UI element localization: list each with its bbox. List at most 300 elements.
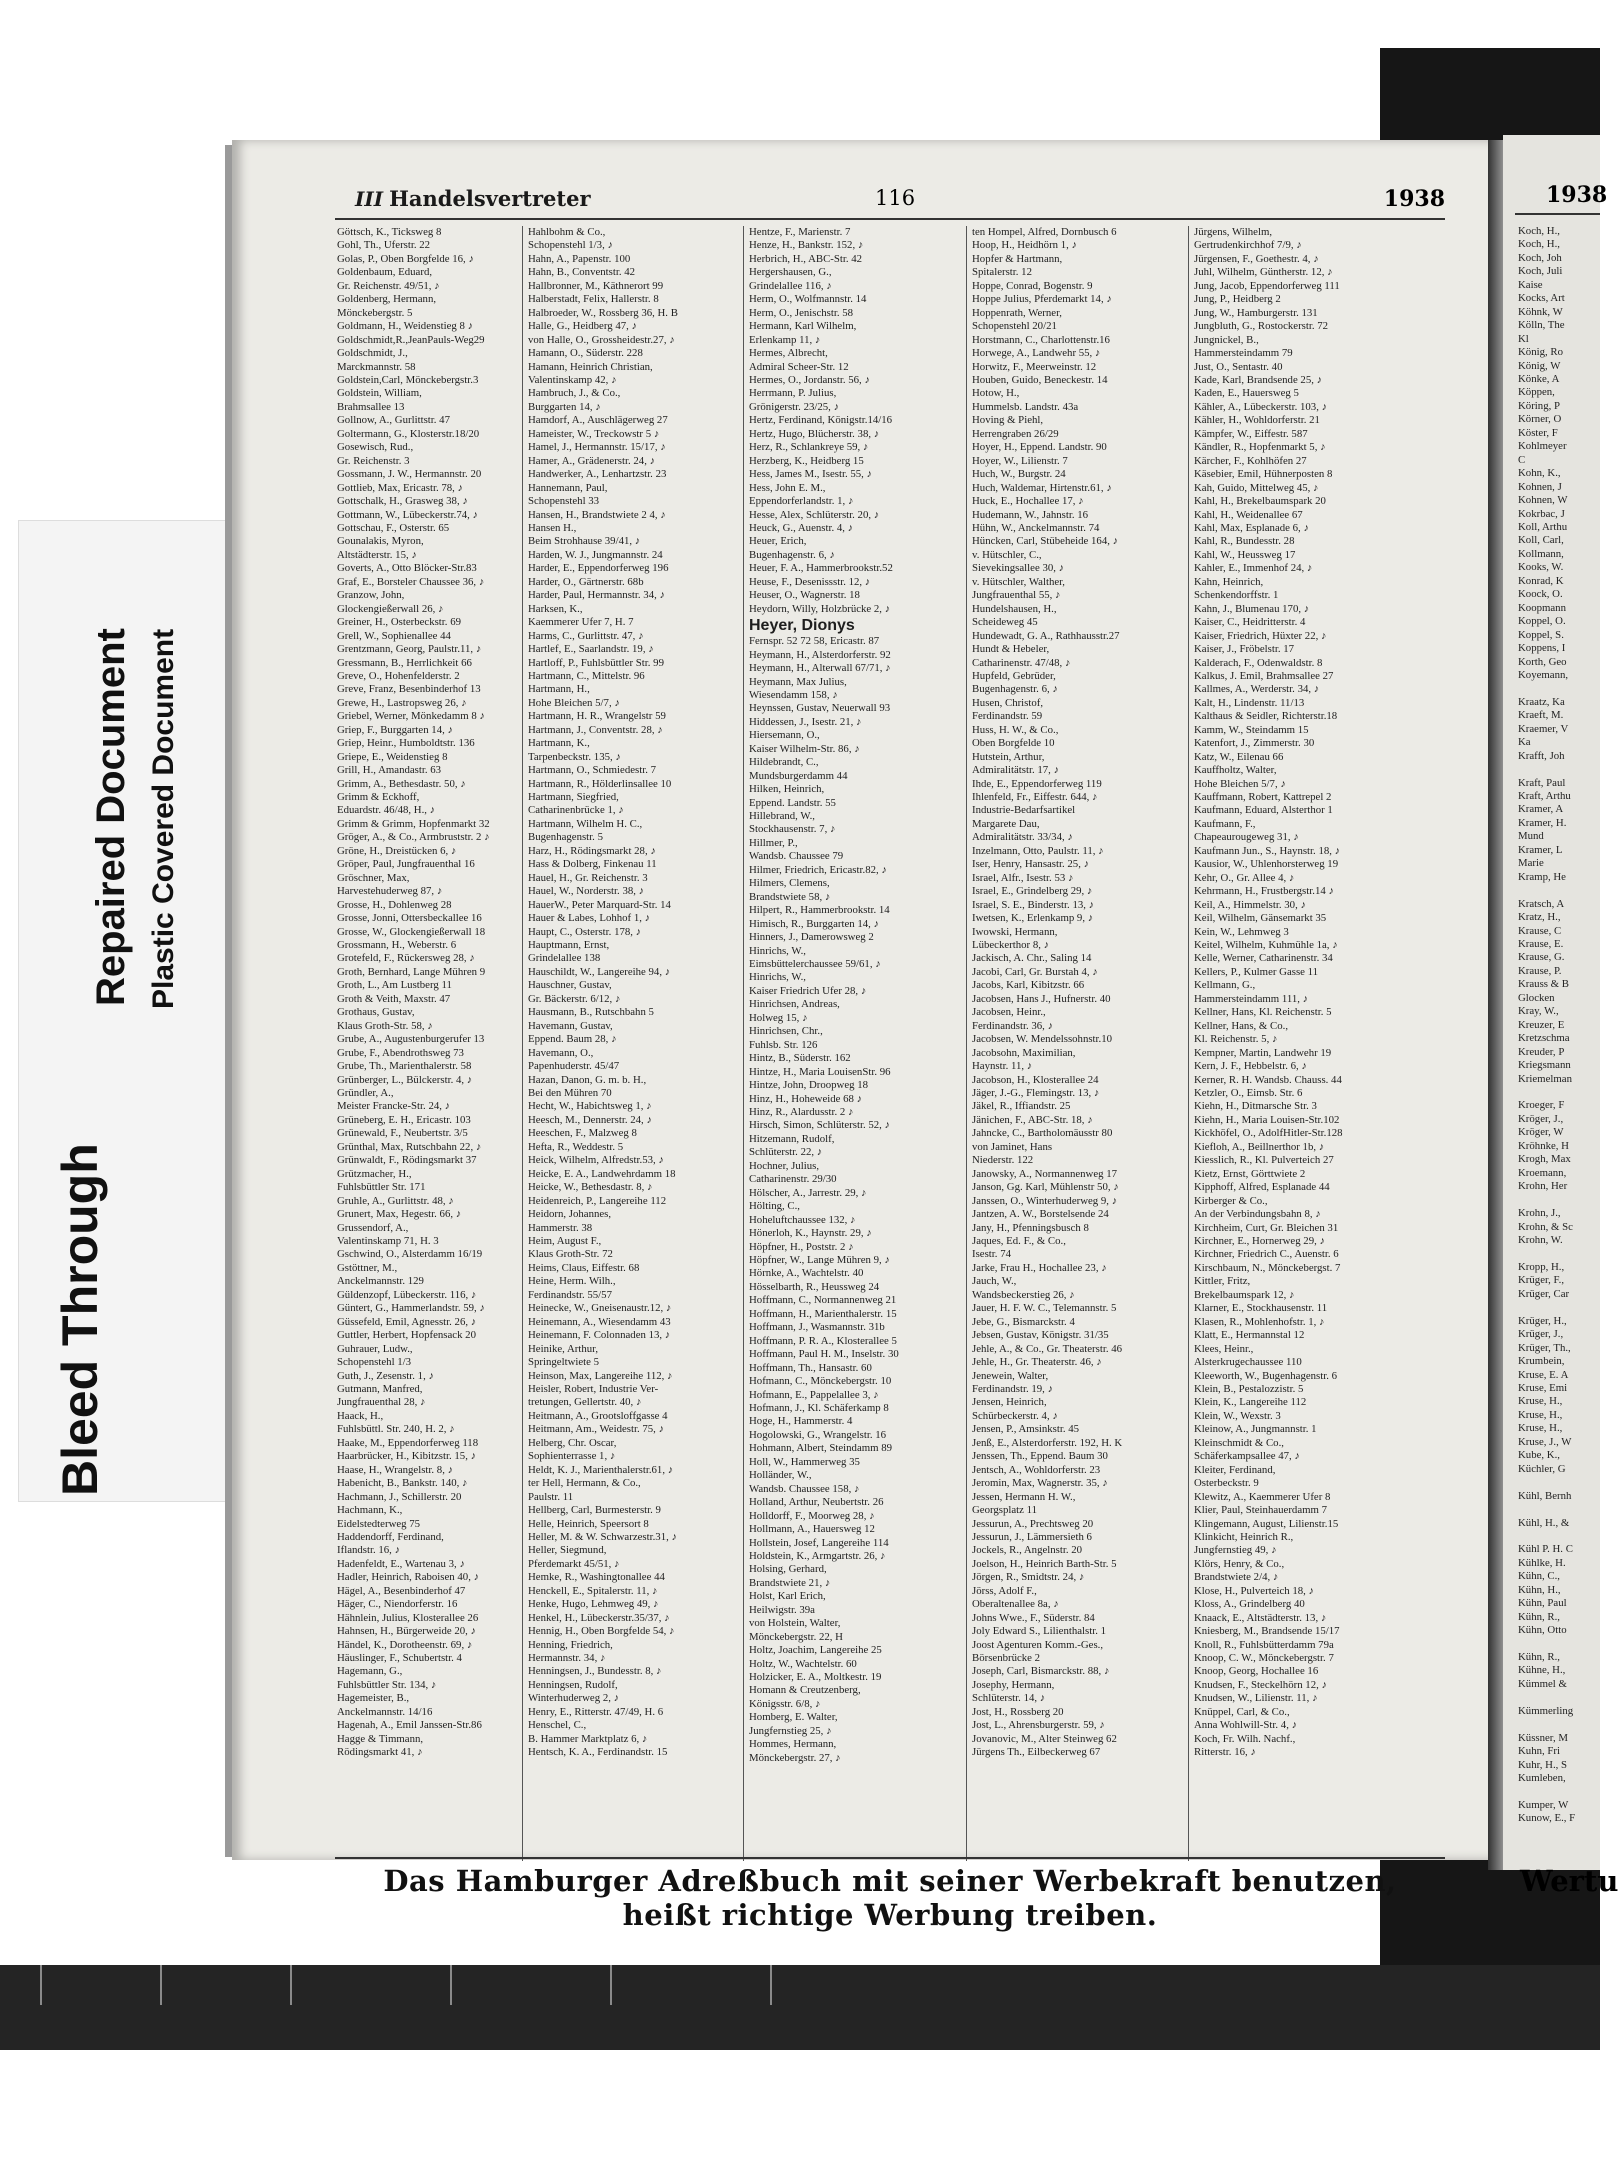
adjacent-entry: Kölln, The xyxy=(1518,319,1565,332)
directory-entry: Kähler, H., Wohldorferstr. 21 xyxy=(1194,414,1320,427)
directory-entry: Hentze, F., Marienstr. 7 xyxy=(749,226,851,238)
adjacent-entry: Kramp, He xyxy=(1518,870,1566,883)
directory-entry: Grüneberg, E. H., Ericastr. 103 xyxy=(337,1113,471,1126)
directory-entry: Holland, Arthur, Neubertstr. 26 xyxy=(749,1496,884,1509)
directory-entry: Hoppe, Conrad, Bogenstr. 9 xyxy=(972,279,1093,292)
adjacent-entry: Kühl, Bernh xyxy=(1518,1489,1572,1502)
directory-entry: Hogolowski, G., Wrangelstr. 16 xyxy=(749,1428,887,1441)
directory-entry: Hinrichsen, Chr., xyxy=(749,1025,823,1038)
directory-entry: Jeromin, Max, Wagnerstr. 35, ♪ xyxy=(972,1477,1108,1490)
directory-entry: Herbrich, H., ABC-Str. 42 xyxy=(749,252,863,265)
adjacent-entry: Krumbein, xyxy=(1518,1355,1565,1368)
directory-entry: Grindelallee 116, ♪ xyxy=(749,279,832,292)
directory-entry: Alsterkrugechaussee 110 xyxy=(1194,1356,1302,1369)
adjacent-entry: Küchler, G xyxy=(1518,1462,1566,1475)
adjacent-entry: Kruse, E. A xyxy=(1518,1368,1569,1381)
directory-entry: Huch, Waldemar, Hirtenstr.61, ♪ xyxy=(972,481,1112,494)
directory-entry: Kiefloh, A., Beillnerthor 1b, ♪ xyxy=(1194,1140,1325,1153)
adjacent-entry: Krause, C xyxy=(1518,924,1562,937)
directory-entry: Hansen, H., Brandstwiete 2 4, ♪ xyxy=(528,508,666,521)
adjacent-entry: Koppel, O. xyxy=(1518,615,1566,628)
directory-entry: Heuse, F., Desenissstr. 12, ♪ xyxy=(749,575,871,588)
directory-entry: Jessurun, J., Lämmersieth 6 xyxy=(972,1530,1092,1543)
directory-entry: Ritterstr. 16, ♪ xyxy=(1194,1746,1256,1759)
directory-entry: Hilmer, Friedrich, Ericastr.82, ♪ xyxy=(749,863,887,876)
directory-entry: Mönckebergstr. 22, H xyxy=(749,1630,843,1643)
directory-entry: Altstädterstr. 15, ♪ xyxy=(337,548,417,561)
directory-entry: Huck, E., Hochallee 17, ♪ xyxy=(972,495,1084,508)
adjacent-entry xyxy=(1518,682,1600,695)
directory-entry: Klarner, E., Stockhausenstr. 11 xyxy=(1194,1302,1328,1315)
adjacent-entry: Krüger, Th., xyxy=(1518,1341,1571,1354)
directory-entry: Hambruch, J., & Co., xyxy=(528,387,621,400)
directory-entry: Hinz, H., Hoheweide 68 ♪ xyxy=(749,1092,863,1105)
directory-entry: Gr. Reichenstr. 3 xyxy=(337,454,410,467)
directory-entry: Joelson, H., Heinrich Barth-Str. 5 xyxy=(972,1557,1117,1570)
adjacent-entry: König, W xyxy=(1518,359,1561,372)
directory-entry: Jacobsen, Heinr., xyxy=(972,1006,1046,1019)
directory-entry: Grothaus, Gustav, xyxy=(337,1006,415,1019)
directory-entry: Groth & Veith, Maxstr. 47 xyxy=(337,992,451,1005)
directory-entry: Heicke, W., Bethesdastr. 8, ♪ xyxy=(528,1181,653,1194)
directory-entry: Inzelmann, Otto, Paulstr. 11, ♪ xyxy=(972,844,1104,857)
directory-entry: Kipphoff, Alfred, Esplanade 44 xyxy=(1194,1181,1330,1194)
directory-entry: Grünwaldt, F., Rödingsmarkt 37 xyxy=(337,1154,477,1167)
directory-entry: Hadler, Heinrich, Raboisen 40, ♪ xyxy=(337,1571,479,1584)
adjacent-entry: Kuhn, Fri xyxy=(1518,1745,1560,1758)
directory-entry: Greiner, H., Osterbeckstr. 69 xyxy=(337,616,461,629)
directory-entry: Jost, H., Rossberg 20 xyxy=(972,1705,1064,1718)
directory-entry: Schlüterstr. 14, ♪ xyxy=(972,1692,1046,1705)
directory-entry: Heymann, Max Julius, xyxy=(749,675,847,688)
directory-entry: Gröne, H., Dreistücken 6, ♪ xyxy=(337,844,457,857)
directory-entry: Henschel, C., xyxy=(528,1719,587,1732)
directory-entry: Hiddessen, J., Isestr. 21, ♪ xyxy=(749,715,862,728)
directory-entry: Jungfrauenthal 55, ♪ xyxy=(972,589,1061,602)
directory-entry: Schopenstehl 33 xyxy=(528,495,600,508)
directory-entry: Juhl, Wilhelm, Güntherstr. 12, ♪ xyxy=(1194,266,1333,279)
directory-entry: Kern, J. F., Hebbelstr. 6, ♪ xyxy=(1194,1060,1307,1073)
header-rule xyxy=(335,218,1445,220)
directory-entry: Kellner, Hans, & Co., xyxy=(1194,1019,1289,1032)
directory-entry: Grill, H., Amandastr. 63 xyxy=(337,764,442,777)
directory-entry: Hahn, B., Conventstr. 42 xyxy=(528,266,636,279)
directory-entry: Griep, Heinr., Humboldtstr. 136 xyxy=(337,737,475,750)
directory-entry: Guttler, Herbert, Hopfensack 20 xyxy=(337,1329,476,1342)
directory-entry: Klier, Paul, Steinhauerdamm 7 xyxy=(1194,1504,1327,1517)
directory-entry: Hoving & Piehl, xyxy=(972,414,1044,427)
directory-entry: Henningsen, Rudolf, xyxy=(528,1678,618,1691)
directory-entry: HauerW., Peter Marquard-Str. 14 xyxy=(528,898,671,911)
directory-entry: Klaus Groth-Str. 72 xyxy=(528,1248,613,1261)
adjacent-entry: Ka xyxy=(1518,736,1531,749)
directory-entry: Wandsb. Chaussee 79 xyxy=(749,850,844,863)
repaired-document-label: Repaired Document xyxy=(89,628,133,1006)
directory-entry: Kade, Karl, Brandsende 25, ♪ xyxy=(1194,373,1323,386)
directory-entry: Kirchner, Friedrich C., Auenstr. 6 xyxy=(1194,1248,1339,1261)
adjacent-entry: Kumleben, xyxy=(1518,1772,1566,1785)
adjacent-entry xyxy=(1518,1194,1600,1207)
directory-entry: Harvestehuderweg 87, ♪ xyxy=(337,885,443,898)
directory-entry: Hentsch, K. A., Ferdinandstr. 15 xyxy=(528,1746,668,1759)
directory-entry: Just, O., Sentastr. 40 xyxy=(1194,360,1283,373)
adjacent-entry xyxy=(1518,1638,1600,1651)
directory-entry: Hannemann, Paul, xyxy=(528,481,608,494)
adjacent-entry: Körner, O xyxy=(1518,413,1562,426)
directory-entry: Hermes, Albrecht, xyxy=(749,347,828,360)
directory-entry: Jungfernstieg 49, ♪ xyxy=(1194,1544,1277,1557)
directory-entry: Heeschen, F., Malzweg 8 xyxy=(528,1127,637,1140)
adjacent-entry: Kreuzer, E xyxy=(1518,1018,1565,1031)
directory-entry: Jehle, A., & Co., Gr. Theaterstr. 46 xyxy=(972,1342,1123,1355)
directory-entry: Jovanovic, M., Alter Steinweg 62 xyxy=(972,1732,1117,1745)
adjacent-entry: Kumper, W xyxy=(1518,1799,1569,1812)
directory-entry: Hauel, H., Gr. Reichenstr. 3 xyxy=(528,871,648,884)
directory-entry: Schäferkampsallee 47, ♪ xyxy=(1194,1450,1300,1463)
directory-column-1 xyxy=(337,226,515,1760)
directory-entry: Hennig, H., Oben Borgfelde 54, ♪ xyxy=(528,1625,675,1638)
directory-entry: Gr. Reichenstr. 49/51, ♪ xyxy=(337,279,440,292)
directory-entry: Jebe, G., Bismarckstr. 4 xyxy=(972,1315,1075,1328)
year-label: 1938 xyxy=(1383,186,1445,212)
directory-entry: Haddendorff, Ferdinand, xyxy=(337,1530,444,1543)
directory-entry: Iser, Henry, Hansastr. 25, ♪ xyxy=(972,858,1090,871)
directory-entry: Hohe Bleichen 5/7, ♪ xyxy=(1194,777,1286,790)
adjacent-entry: Koll, Carl, xyxy=(1518,534,1564,547)
directory-entry: Hausmann, B., Rutschbahn 5 xyxy=(528,1006,654,1019)
directory-entry: Jenssen, Th., Eppend. Baum 30 xyxy=(972,1450,1108,1463)
directory-entry: Hesse, Alex, Schlüterstr. 20, ♪ xyxy=(749,508,880,521)
directory-entry: Grentzmann, Georg, Paulstr.11, ♪ xyxy=(337,643,482,656)
directory-entry: Haupt, C., Osterstr. 178, ♪ xyxy=(528,925,642,938)
adjacent-entry: Koppel, S. xyxy=(1518,628,1564,641)
directory-entry: Hopfer & Hartmann, xyxy=(972,252,1063,265)
directory-entry: Hahlbohm & Co., xyxy=(528,226,606,238)
directory-entry: Klingemann, August, Lilienstr.15 xyxy=(1194,1517,1339,1530)
adjacent-entry: Kramer, H. xyxy=(1518,816,1567,829)
directory-entry: Herzberg, K., Heidberg 15 xyxy=(749,454,864,467)
directory-entry: Hartloff, P., Fuhlsbüttler Str. 99 xyxy=(528,656,664,669)
directory-entry: Grimm & Eckhoff, xyxy=(337,791,420,804)
directory-entry: Holst, Karl Erich, xyxy=(749,1590,826,1603)
directory-entry: Händel, K., Dorotheenstr. 69, ♪ xyxy=(337,1638,473,1651)
adjacent-entry: Kretzschma xyxy=(1518,1032,1570,1045)
adjacent-entry: Krogh, Max xyxy=(1518,1153,1571,1166)
directory-entry: Hamann, O., Süderstr. 228 xyxy=(528,347,643,360)
directory-entry: Gr. Bäckerstr. 6/12, ♪ xyxy=(528,992,621,1005)
directory-entry: Bugenhagenstr. 5 xyxy=(528,831,603,844)
footer-rule xyxy=(335,1857,1445,1859)
directory-entry: Janowsky, A., Normannenweg 17 xyxy=(972,1167,1118,1180)
directory-entry: Sophienterrasse 1, ♪ xyxy=(528,1450,616,1463)
directory-entry: Kl. Reichenstr. 5, ♪ xyxy=(1194,1033,1278,1046)
adjacent-entry: Krause, E. xyxy=(1518,938,1564,951)
directory-entry: Kahl, H., Brekelbaumspark 20 xyxy=(1194,495,1326,508)
directory-entry: Kiehn, H., Maria Louisen-Str.102 xyxy=(1194,1113,1340,1126)
directory-entry: Herrengraben 26/29 xyxy=(972,427,1059,440)
adjacent-entry: Kokrbac, J xyxy=(1518,507,1565,520)
directory-entry: Admiral Scheer-Str. 12 xyxy=(749,360,849,373)
adjacent-entry: Krause, P. xyxy=(1518,964,1562,977)
adjacent-entry xyxy=(1518,1718,1600,1731)
directory-entry: Schopenstehl 1/3, ♪ xyxy=(528,239,613,252)
directory-entry: Knaack, E., Altstädterstr. 13, ♪ xyxy=(1194,1611,1327,1624)
directory-entry: Spitalerstr. 12 xyxy=(972,266,1032,279)
adjacent-page-footer: Wertu xyxy=(1520,1864,1618,1898)
directory-entry: Brekelbaumspark 12, ♪ xyxy=(1194,1288,1295,1301)
directory-entry: Eppend. Landstr. 55 xyxy=(749,796,836,809)
directory-entry: Heynssen, Gustav, Neuerwall 93 xyxy=(749,702,891,715)
directory-entry: Goldmann, H., Weidenstieg 8 ♪ xyxy=(337,320,473,333)
directory-entry: Israel, E., Grindelberg 29, ♪ xyxy=(972,885,1093,898)
adjacent-entry: Konrad, K xyxy=(1518,574,1564,587)
directory-entry: Jürgens Th., Eilbeckerweg 67 xyxy=(972,1746,1101,1759)
adjacent-entry: Krohn, & Sc xyxy=(1518,1220,1573,1233)
directory-entry: Göttsch, K., Ticksweg 8 xyxy=(337,226,442,238)
adjacent-page-column xyxy=(1518,225,1600,1826)
directory-entry: Jensen, P., Amsinkstr. 45 xyxy=(972,1423,1080,1436)
directory-entry: Hoffmann, Paul H. M., Inselstr. 30 xyxy=(749,1348,899,1361)
directory-entry: Johns Wwe., F., Süderstr. 84 xyxy=(972,1611,1095,1624)
directory-entry: Eimsbüttelerchaussee 59/61, ♪ xyxy=(749,958,881,971)
directory-entry: Jacobsohn, Maximilian, xyxy=(972,1046,1076,1059)
section-heading xyxy=(355,186,591,211)
directory-entry: Klasen, R., Mohlenhofstr. 1, ♪ xyxy=(1194,1315,1325,1328)
directory-entry: Anckelmannstr. 129 xyxy=(337,1275,424,1288)
directory-entry: Hermes, O., Jordanstr. 56, ♪ xyxy=(749,373,870,386)
directory-entry: Jäkel, R., Iffiandstr. 25 xyxy=(972,1100,1071,1113)
directory-entry: Hölscher, A., Jarrestr. 29, ♪ xyxy=(749,1186,867,1199)
directory-entry: Habenicht, B., Bankstr. 140, ♪ xyxy=(337,1477,468,1490)
directory-entry: Henning, Friedrich, xyxy=(528,1638,613,1651)
adjacent-entry: Kroemann, xyxy=(1518,1166,1567,1179)
directory-entry: Hollstein, Josef, Langereihe 114 xyxy=(749,1536,889,1549)
directory-entry: Guth, J., Zesenstr. 1, ♪ xyxy=(337,1369,434,1382)
column-divider xyxy=(743,226,744,1861)
directory-entry: Hachmann, J., Schillerstr. 20 xyxy=(337,1490,462,1503)
adjacent-entry: Kriemelman xyxy=(1518,1072,1572,1085)
directory-entry: Wiesendamm 158, ♪ xyxy=(749,688,838,701)
directory-entry: B. Hammer Marktplatz 6, ♪ xyxy=(528,1732,648,1745)
directory-entry: Hintz, B., Süderstr. 162 xyxy=(749,1052,851,1065)
column-divider xyxy=(522,226,523,1861)
directory-entry: Hahn, A., Papenstr. 100 xyxy=(528,252,631,265)
directory-entry: Hintze, John, Droopweg 18 xyxy=(749,1079,869,1092)
adjacent-entry: Kriegsmann xyxy=(1518,1059,1571,1072)
directory-entry: Herm, O., Wolfmannstr. 14 xyxy=(749,293,867,306)
directory-entry: Valentinskamp 71, H. 3 xyxy=(337,1234,439,1247)
adjacent-entry: Krohn, J., xyxy=(1518,1207,1561,1220)
directory-entry: Gröschner, Max, xyxy=(337,871,410,884)
adjacent-entry: Kühl, H., & xyxy=(1518,1516,1570,1529)
directory-entry: von Jaminet, Hans xyxy=(972,1140,1053,1153)
directory-entry: Hadenfeldt, E., Wartenau 3, ♪ xyxy=(337,1557,465,1570)
directory-entry: Joly Edward S., Lilienthalstr. 1 xyxy=(972,1625,1107,1638)
directory-entry: Herm, O., Jenischstr. 58 xyxy=(749,306,854,319)
directory-entry: Goldenberg, Hermann, xyxy=(337,293,437,306)
directory-entry: Jacobson, H., Klosterallee 24 xyxy=(972,1073,1099,1086)
directory-entry: Henkel, H., Lübeckerstr.35/37, ♪ xyxy=(528,1611,670,1624)
directory-entry: Hansen H., xyxy=(528,521,577,534)
directory-entry: Hartmann, Siegfried, xyxy=(528,791,619,804)
directory-entry: Hinrichsen, Andreas, xyxy=(749,998,840,1011)
adjacent-entry: Kropp, H., xyxy=(1518,1260,1565,1273)
directory-entry: Hagenah, A., Emil Janssen-Str.86 xyxy=(337,1719,482,1732)
directory-entry: Holdstein, K., Armgartstr. 26, ♪ xyxy=(749,1549,886,1562)
directory-entry: Grosse, H., Dohlenweg 28 xyxy=(337,898,452,911)
directory-entry: Rödingsmarkt 41, ♪ xyxy=(337,1746,423,1759)
directory-entry: Hoffmann, C., Normannenweg 21 xyxy=(749,1294,897,1307)
adjacent-entry: Kruse, J., W xyxy=(1518,1435,1572,1448)
directory-entry: Kiesslich, R., Kl. Pulverteich 27 xyxy=(1194,1154,1334,1167)
directory-entry: Hahnsen, H., Bürgerweide 20, ♪ xyxy=(337,1625,476,1638)
directory-entry: Jessen, Hermann H. W., xyxy=(972,1490,1076,1503)
directory-entry: Häuslinger, F., Schubertstr. 4 xyxy=(337,1652,462,1665)
directory-entry: Gschwind, O., Alsterdamm 16/19 xyxy=(337,1248,483,1261)
directory-entry: Hofmann, E., Pappelallee 3, ♪ xyxy=(749,1388,879,1401)
directory-entry: Grindelallee 138 xyxy=(528,952,601,965)
directory-entry: Knudsen, F., Steckelhörn 12, ♪ xyxy=(1194,1678,1327,1691)
adjacent-entry: Kröhnke, H xyxy=(1518,1139,1569,1152)
directory-entry: Husen, Christof, xyxy=(972,696,1044,709)
directory-entry: Holtz, Joachim, Langereihe 25 xyxy=(749,1644,882,1657)
directory-entry: Goldstein,Carl, Mönckebergstr.3 xyxy=(337,373,479,386)
directory-entry: Huss, H. W., & Co., xyxy=(972,723,1059,736)
directory-entry: Kelle, Werner, Catharinenstr. 34 xyxy=(1194,952,1333,965)
directory-entry: Haarbrücker, H., Kibitzstr. 15, ♪ xyxy=(337,1450,476,1463)
directory-entry: Griepe, E., Weidenstieg 8 xyxy=(337,750,448,763)
directory-entry: Lübeckerthor 8, ♪ xyxy=(972,939,1050,952)
directory-entry: Hartmann, R., Hölderlinsallee 10 xyxy=(528,777,672,790)
adjacent-entry: Kohlmeyer xyxy=(1518,440,1567,453)
directory-entry: Josephy, Hermann, xyxy=(972,1678,1055,1691)
directory-entry: Grube, Th., Marienthalerstr. 58 xyxy=(337,1060,472,1073)
directory-entry: Katz, W., Eilenau 66 xyxy=(1194,750,1284,763)
directory-entry: Iwowski, Hermann, xyxy=(972,925,1058,938)
directory-column-3 xyxy=(749,226,927,1765)
directory-entry: v. Hütschler, C., xyxy=(972,548,1042,561)
directory-entry: Hammersteindamm 111, ♪ xyxy=(1194,992,1309,1005)
directory-entry: Hupfeld, Gebrüder, xyxy=(972,669,1056,682)
directory-entry: Wandsbeckerstieg 26, ♪ xyxy=(972,1288,1075,1301)
directory-entry: Keil, A., Himmelstr. 30, ♪ xyxy=(1194,898,1306,911)
directory-entry: Kämpfer, W., Eiffestr. 587 xyxy=(1194,427,1308,440)
directory-entry: Kändler, R., Hopfenmarkt 5, ♪ xyxy=(1194,441,1326,454)
directory-entry: Schenkendorffstr. 1 xyxy=(1194,589,1279,602)
directory-entry: Jany, H., Pfenningsbusch 8 xyxy=(972,1221,1089,1234)
directory-entry: Burggarten 14, ♪ xyxy=(528,400,601,413)
adjacent-entry: Kühn, R., xyxy=(1518,1651,1560,1664)
directory-entry: Kehrmann, H., Frustbergstr.14 ♪ xyxy=(1194,885,1334,898)
directory-entry: Catharinenstr. 29/30 xyxy=(749,1173,837,1186)
directory-entry: Kalthaus & Seidler, Richterstr.18 xyxy=(1194,710,1338,723)
footer-slogan: Das Hamburger Adreßbuch mit seiner Werbekraft benutzen, heißt richtige Werbung treiben. xyxy=(383,1864,1397,1932)
directory-entry: Greve, Franz, Besenbinderhof 13 xyxy=(337,683,481,696)
directory-entry: Hinners, J., Damerowsweg 2 xyxy=(749,931,874,944)
directory-entry: Niederstr. 122 xyxy=(972,1154,1034,1167)
directory-entry: Homann & Creutzenberg, xyxy=(749,1684,861,1697)
directory-entry: Kirberger & Co., xyxy=(1194,1194,1268,1207)
directory-entry: Kärcher, F., Kohlhöfen 27 xyxy=(1194,454,1307,467)
directory-entry: Klein, B., Pestalozzistr. 5 xyxy=(1194,1382,1304,1395)
adjacent-entry: C xyxy=(1518,453,1526,466)
directory-entry: Hüncken, Carl, Stübeheide 164, ♪ xyxy=(972,535,1119,548)
directory-entry: Hoffmann, H., Marienthalerstr. 15 xyxy=(749,1307,897,1320)
directory-entry: Jensen, Heinrich, xyxy=(972,1396,1047,1409)
directory-entry: Grosse, Jonni, Ottersbeckallee 16 xyxy=(337,912,482,925)
directory-entry: Golas, P., Oben Borgfelde 16, ♪ xyxy=(337,252,474,265)
directory-entry: Gröger, A., & Co., Armbruststr. 2 ♪ xyxy=(337,831,490,844)
directory-entry: Anna Wohlwill-Str. 4, ♪ xyxy=(1194,1719,1298,1732)
directory-entry: Kittler, Fritz, xyxy=(1194,1275,1251,1288)
directory-entry: Jahncke, C., Bartholomäusstr 80 xyxy=(972,1127,1113,1140)
directory-entry: Grosse, W., Glockengießerwall 18 xyxy=(337,925,486,938)
directory-entry: Höpfner, W., Lange Mühren 9, ♪ xyxy=(749,1253,890,1266)
directory-entry: Hofmann, C., Mönckebergstr. 10 xyxy=(749,1375,892,1388)
directory-entry: Grünthal, Max, Rutschbahn 22, ♪ xyxy=(337,1140,482,1153)
directory-entry: Schlüterstr. 22, ♪ xyxy=(749,1146,823,1159)
adjacent-entry xyxy=(1518,1476,1600,1489)
adjacent-entry: Könke, A xyxy=(1518,372,1560,385)
directory-entry: Goldschmidt,R.,JeanPauls-Weg29 xyxy=(337,333,485,346)
adjacent-entry: Glocken xyxy=(1518,991,1555,1004)
directory-entry: Heick, Wilhelm, Alfredstr.53, ♪ xyxy=(528,1154,664,1167)
directory-entry: Hagemann, G., xyxy=(337,1665,403,1678)
directory-entry: Knoop, Georg, Hochallee 16 xyxy=(1194,1665,1319,1678)
directory-entry: Guhrauer, Ludw., xyxy=(337,1342,413,1355)
directory-entry: Jung, Jacob, Eppendorferweg 111 xyxy=(1194,279,1340,292)
directory-entry: Grützmacher, H., xyxy=(337,1167,412,1180)
directory-entry: Fuhlsbüttler Str. 171 xyxy=(337,1181,426,1194)
directory-entry: Henry, E., Ritterstr. 47/49, H. 6 xyxy=(528,1705,664,1718)
adjacent-entry: Koyemann, xyxy=(1518,668,1569,681)
adjacent-entry: Kraeft, M. xyxy=(1518,709,1564,722)
directory-entry: Hartmann, H. R., Wrangelstr 59 xyxy=(528,710,666,723)
plastic-covered-label: Plastic Covered Document xyxy=(147,628,180,1009)
directory-entry: Janson, Gg. Karl, Mühlenstr 50, ♪ xyxy=(972,1181,1119,1194)
directory-entry: Springeltwiete 5 xyxy=(528,1356,600,1369)
directory-entry: Kaufmann, F., xyxy=(1194,817,1256,830)
directory-entry: Halbroeder, W., Rossberg 36, H. B xyxy=(528,306,678,319)
directory-entry: Heinson, Max, Langereihe 112, ♪ xyxy=(528,1369,673,1382)
directory-entry: Kahl, Max, Esplanade 6, ♪ xyxy=(1194,521,1309,534)
directory-entry: Stockhausenstr. 7, ♪ xyxy=(749,823,836,836)
directory-entry: Bei den Mühren 70 xyxy=(528,1087,612,1099)
adjacent-entry: Kratsch, A xyxy=(1518,897,1565,910)
directory-entry: Kehr, O., Gr. Allee 4, ♪ xyxy=(1194,871,1295,884)
directory-entry: Fuhlsbüttler Str. 134, ♪ xyxy=(337,1678,437,1691)
directory-entry: Katenfort, J., Zimmerstr. 30 xyxy=(1194,737,1315,750)
directory-entry: Kaemmerer Ufer 7, H. 7 xyxy=(528,616,634,629)
directory-entry: Keitel, Wilhelm, Kuhmühle 1a, ♪ xyxy=(1194,939,1338,952)
directory-entry: Heilwigstr. 39a xyxy=(749,1603,815,1616)
directory-entry: Kleinow, A., Jungmannstr. 1 xyxy=(1194,1423,1317,1436)
adjacent-entry: Koch, Joh xyxy=(1518,251,1562,264)
directory-entry: Holzicker, E. A., Moltkestr. 19 xyxy=(749,1671,882,1684)
directory-entry: Hintze, H., Maria LouisenStr. 96 xyxy=(749,1065,891,1078)
directory-entry: Kaiser, J., Fröbelstr. 17 xyxy=(1194,643,1295,656)
directory-entry: Heinemann, F. Colonnaden 13, ♪ xyxy=(528,1329,671,1342)
adjacent-entry: Kühn, Paul xyxy=(1518,1597,1567,1610)
adjacent-entry: Kraft, Arthu xyxy=(1518,790,1571,803)
directory-entry: Harms, C., Gurlittstr. 47, ♪ xyxy=(528,629,644,642)
directory-entry: Brahmsallee 13 xyxy=(337,400,405,413)
directory-column-4 xyxy=(972,226,1150,1760)
directory-entry: Helle, Heinrich, Speersort 8 xyxy=(528,1517,649,1530)
directory-entry: Henningsen, J., Bundesstr. 8, ♪ xyxy=(528,1665,662,1678)
directory-entry: Harder, O., Gärtnerstr. 68b xyxy=(528,575,644,588)
directory-entry: Hohmann, Albert, Steindamm 89 xyxy=(749,1442,893,1455)
